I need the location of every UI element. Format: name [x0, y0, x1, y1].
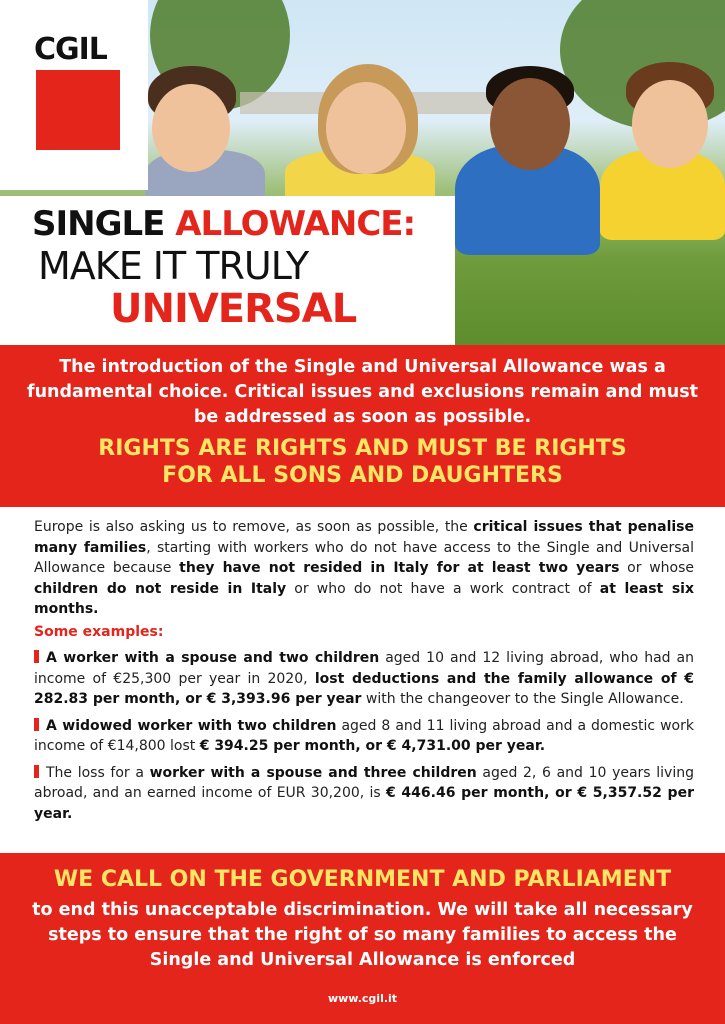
example-3: The loss for a worker with a spouse and three children aged 2, 6 and 10 years living abroad, and an earned income of EUR 30,200, is € 446.46 per month, or € 5,357.52 per year. — [34, 764, 694, 822]
examples-title: Some examples: — [34, 623, 164, 640]
title-line-2: MAKE IT TRULY — [38, 244, 309, 288]
website-link[interactable]: www.cgil.it — [327, 992, 398, 1005]
cgil-logo-text: CGIL — [34, 32, 107, 67]
rights-line-1: RIGHTS ARE RIGHTS AND MUST BE RIGHTS — [98, 436, 627, 461]
call-subtext: to end this unacceptable discrimination. We will take all necessary steps to ensure that the right of so many families to access the Single and Universal Allowance is enforced — [32, 900, 693, 970]
bullet-marker — [34, 765, 39, 778]
cgil-logo-square — [36, 70, 120, 150]
call-headline: WE CALL ON THE GOVERNMENT AND PARLIAMENT — [53, 867, 672, 892]
title-line-1 — [32, 204, 415, 244]
body-paragraph: Europe is also asking us to remove, as soon as possible, the critical issues that penalise many families, starting with workers who do not have access to the Single and Universal Allowance because they have not resided in Italy for at least two years or whose children do not reside in Italy or who do not have a work contract of at least six months. — [34, 519, 695, 617]
title-allowance: ALLOWANCE: — [175, 204, 416, 244]
intro-text: The introduction of the Single and Universal Allowance was a fundamental choice. Critical issues and exclusions remain and must be addressed as soon as possible. — [26, 357, 699, 427]
body-text — [34, 517, 694, 824]
bullet-marker — [34, 718, 39, 731]
rights-headline — [20, 435, 705, 489]
bullet-marker — [34, 650, 39, 663]
rights-line-2: FOR ALL SONS AND DAUGHTERS — [162, 463, 563, 488]
example-2: A widowed worker with two children aged 8 and 11 living abroad and a domestic work income of €14,800 lost € 394.25 per month, or € 4,731.00 per year. — [34, 717, 694, 754]
title-single: SINGLE — [32, 204, 176, 244]
example-1: A worker with a spouse and two children aged 10 and 12 living abroad, who had an income of €25,300 per year in 2020, lost deductions and the family allowance of € 282.83 per month, or € 3,393.96 per year with the changeover to the Single Allowance. — [34, 650, 695, 707]
title-line-3: UNIVERSAL — [110, 286, 357, 332]
